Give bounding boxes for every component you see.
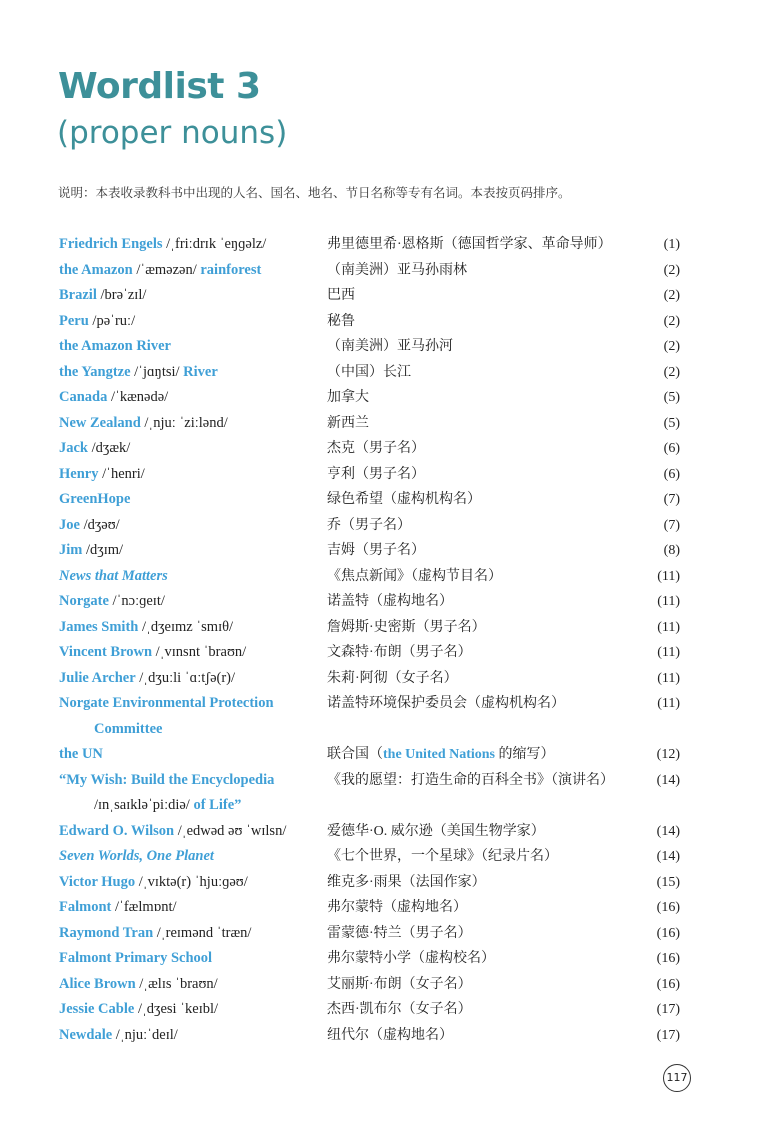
term <box>59 513 322 539</box>
wordlist-row <box>0 870 760 896</box>
phonetic: /ˌdʒeɪmz ˈsmɪθ/ <box>138 618 234 635</box>
phonetic: /dʒɪm/ <box>82 542 124 558</box>
term <box>59 436 322 462</box>
term-line <box>59 619 233 635</box>
chinese-translation <box>327 436 630 462</box>
phonetic: /ˌnjuːˈdeɪl/ <box>112 1026 178 1043</box>
translation-text: 维克多·雨果（法国作家） <box>327 874 486 890</box>
term-line <box>59 440 130 456</box>
page-reference: (14) <box>656 823 680 839</box>
page-reference: (14) <box>656 772 680 788</box>
translation-text: 杰西·凯布尔（女子名） <box>327 1002 472 1017</box>
term <box>59 360 322 386</box>
wordlist-row <box>0 309 760 335</box>
translation-text: the United Nations <box>383 747 496 762</box>
wordlist-row <box>0 564 760 590</box>
page-reference: (11) <box>657 568 680 584</box>
page-reference: (16) <box>656 976 680 992</box>
chinese-translation <box>327 513 630 539</box>
term <box>59 997 322 1023</box>
term <box>59 258 322 284</box>
term-word: Jim <box>59 542 83 558</box>
page-reference: (11) <box>657 645 680 660</box>
page-reference: (8) <box>663 543 680 558</box>
term-line <box>59 976 218 992</box>
term-word: the UN <box>59 746 103 762</box>
term-word: River <box>183 363 218 380</box>
term <box>59 666 322 692</box>
translation-text: 绿色希望（虚构机构名） <box>327 492 481 507</box>
wordlist-row <box>0 972 760 998</box>
chinese-translation <box>327 487 630 513</box>
term <box>59 1023 322 1049</box>
translation-text: 爱德华·O. 威尔逊（美国生物学家） <box>327 823 545 839</box>
translation-text: 艾丽斯·布朗（女子名） <box>327 976 472 992</box>
term-line <box>59 793 322 819</box>
phonetic: /ˌnjuː ˈziːlənd/ <box>140 414 228 431</box>
term-line <box>59 287 146 303</box>
term <box>59 691 322 742</box>
term-line <box>59 670 235 686</box>
term-word: Committee <box>94 720 163 737</box>
phonetic: /ˌvɪktə(r) ˈhjuːɡəʊ/ <box>135 873 248 890</box>
term-word: Canada <box>59 389 108 405</box>
wordlist-row <box>0 844 760 870</box>
term-line <box>59 568 168 584</box>
term-line <box>59 236 266 252</box>
term-word: Joe <box>59 516 80 533</box>
term-word: Falmont <box>59 899 112 915</box>
explanatory-note: 说明：本表收录教科书中出现的人名、国名、地名、节日名称等专有名词。本表按页码排序。 <box>58 186 571 200</box>
translation-text: 弗尔蒙特（虚构地名） <box>327 900 467 915</box>
chinese-translation <box>327 309 630 335</box>
term <box>59 462 322 488</box>
phonetic: /ˌreɪmənd ˈtræn/ <box>153 924 252 941</box>
term-word: Friedrich Engels <box>59 236 163 252</box>
phonetic: /ˌvɪnsnt ˈbraʊn/ <box>152 644 247 660</box>
chinese-translation <box>327 844 630 870</box>
chinese-translation <box>327 946 630 972</box>
translation-text: 加拿大 <box>327 390 369 405</box>
phonetic: /ˌdʒuːli ˈɑːtʃə(r)/ <box>135 669 236 686</box>
term <box>59 283 322 309</box>
chinese-translation <box>327 742 630 768</box>
translation-text: 詹姆斯·史密斯（男子名） <box>327 619 486 635</box>
term-line <box>59 491 130 507</box>
chinese-translation <box>327 334 630 360</box>
term-word: Peru <box>59 312 89 329</box>
translation-text: 雷蒙德·特兰（男子名） <box>327 925 472 941</box>
term-line <box>59 364 218 380</box>
wordlist-row <box>0 921 760 947</box>
chinese-translation <box>327 895 630 921</box>
translation-text: 新西兰 <box>327 415 369 431</box>
term-word: Henry <box>59 465 99 482</box>
term-word: Raymond Tran <box>59 924 154 941</box>
term-word: Brazil <box>59 287 97 303</box>
term-line <box>59 389 168 405</box>
term <box>59 615 322 641</box>
term-line <box>59 644 246 660</box>
term <box>59 768 322 819</box>
term <box>59 385 322 411</box>
page-reference: (6) <box>663 466 680 482</box>
term-line <box>59 1027 178 1043</box>
chinese-translation <box>327 283 630 309</box>
term-word: Falmont Primary School <box>59 950 213 966</box>
term-word: Edward O. Wilson <box>59 822 175 839</box>
chinese-translation <box>327 972 630 998</box>
translation-text: 秘鲁 <box>327 313 355 329</box>
translation-text: 巴西 <box>327 288 355 303</box>
page-reference: (2) <box>663 313 680 329</box>
wordlist-row <box>0 436 760 462</box>
page-reference: (11) <box>657 594 680 609</box>
page-reference: (17) <box>656 1027 680 1043</box>
wordlist-row <box>0 691 760 742</box>
chinese-translation <box>327 232 630 258</box>
translation-text: 弗尔蒙特小学（虚构校名） <box>327 951 495 966</box>
chinese-translation <box>327 819 630 845</box>
term-word: Victor Hugo <box>59 873 136 890</box>
wordlist-table <box>0 232 760 1048</box>
wordlist-row <box>0 258 760 284</box>
translation-text: 弗里德里希·恩格斯（德国哲学家、革命导师） <box>327 237 612 252</box>
page-reference: (2) <box>663 262 680 278</box>
phonetic: /dʒəʊ/ <box>79 516 120 533</box>
wordlist-row <box>0 1023 760 1049</box>
translation-text: 诺盖特（虚构地名） <box>327 594 453 609</box>
translation-text: 《七个世界，一个星球》（纪录片名） <box>327 849 558 864</box>
term-line <box>59 1001 218 1017</box>
term <box>59 742 322 768</box>
page-reference: (5) <box>663 390 680 405</box>
wordlist-row <box>0 895 760 921</box>
term-word: Vincent Brown <box>59 644 153 660</box>
wordlist-row <box>0 232 760 258</box>
chinese-translation <box>327 768 630 794</box>
wordlist-row <box>0 411 760 437</box>
term-line <box>59 466 145 482</box>
page-number: 117 <box>663 1064 691 1092</box>
term-word: the Amazon River <box>59 338 171 354</box>
wordlist-row <box>0 283 760 309</box>
translation-text: 朱莉·阿彻（女子名） <box>327 670 458 686</box>
term-line <box>59 717 322 743</box>
wordlist-row <box>0 462 760 488</box>
chinese-translation <box>327 640 630 666</box>
page-reference: (15) <box>656 874 680 890</box>
chinese-translation <box>327 538 630 564</box>
term-line <box>59 262 261 278</box>
term-word: the Amazon <box>59 261 133 278</box>
term-line <box>59 874 248 890</box>
translation-text: 《我的愿望：打造生命的百科全书》（演讲名） <box>327 772 614 788</box>
page-title: Wordlist 3 <box>58 66 261 107</box>
chinese-translation <box>327 462 630 488</box>
term-line <box>59 517 120 533</box>
page-reference: (11) <box>657 619 680 635</box>
page-reference: (16) <box>656 900 680 915</box>
translation-text: 诺盖特环境保护委员会（虚构机构名） <box>327 696 565 711</box>
wordlist-row <box>0 360 760 386</box>
phonetic: /ˈkænədə/ <box>107 389 169 405</box>
term <box>59 844 322 870</box>
page-reference: (11) <box>657 696 680 711</box>
term-word: News that Matters <box>59 567 168 584</box>
translation-text: 亨利（男子名） <box>327 466 425 482</box>
chinese-translation <box>327 411 630 437</box>
term-line <box>59 415 228 431</box>
phonetic: /ˈnɔːɡeɪt/ <box>108 593 165 609</box>
wordlist-row <box>0 768 760 819</box>
page-reference: (5) <box>663 415 680 431</box>
term <box>59 819 322 845</box>
term-word: Newdale <box>59 1026 113 1043</box>
translation-text: （中国）长江 <box>327 364 411 380</box>
term-word: GreenHope <box>59 491 131 507</box>
phonetic: /ɪnˌsaɪkləˈpiːdiə/ <box>94 797 194 813</box>
page-reference: (17) <box>656 1002 680 1017</box>
phonetic: /ˈfælmɒnt/ <box>111 899 177 915</box>
phonetic: /dʒæk/ <box>88 440 131 456</box>
page-reference: (7) <box>663 517 680 533</box>
term-word: Norgate Environmental Protection <box>59 695 274 711</box>
translation-text: 乔（男子名） <box>327 517 411 533</box>
term <box>59 895 322 921</box>
wordlist-row <box>0 334 760 360</box>
wordlist-row <box>0 487 760 513</box>
page-reference: (2) <box>663 339 680 354</box>
wordlist-row <box>0 819 760 845</box>
translation-text: 《焦点新闻》（虚构节目名） <box>327 568 502 584</box>
term <box>59 640 322 666</box>
term-line <box>59 695 274 711</box>
translation-text: 吉姆（男子名） <box>327 543 425 558</box>
chinese-translation <box>327 870 630 896</box>
wordlist-row <box>0 538 760 564</box>
wordlist-row <box>0 640 760 666</box>
term-word: the Yangtze <box>59 363 131 380</box>
chinese-translation <box>327 1023 630 1049</box>
term-word: James Smith <box>59 618 139 635</box>
translation-text: 的缩写） <box>495 747 555 762</box>
page-reference: (11) <box>657 670 680 686</box>
page-reference: (14) <box>656 849 680 864</box>
translation-text: （南美洲）亚马孙雨林 <box>327 262 467 278</box>
term-word: “My Wish: Build the Encyclopedia <box>59 771 275 788</box>
term-line <box>59 338 171 354</box>
term <box>59 870 322 896</box>
chinese-translation <box>327 997 630 1023</box>
phonetic: /brəˈzɪl/ <box>96 287 147 303</box>
term-line <box>59 899 177 915</box>
wordlist-row <box>0 513 760 539</box>
page-reference: (16) <box>656 951 680 966</box>
term-word: Alice Brown <box>59 975 136 992</box>
term-line <box>59 848 214 864</box>
translation-text: （南美洲）亚马孙河 <box>327 339 453 354</box>
translation-text: 纽代尔（虚构地名） <box>327 1027 453 1043</box>
term <box>59 589 322 615</box>
term-word: Jack <box>59 440 88 456</box>
term <box>59 538 322 564</box>
term <box>59 564 322 590</box>
page-reference: (2) <box>663 288 680 303</box>
term-word: Jessie Cable <box>59 1001 135 1017</box>
chinese-translation <box>327 564 630 590</box>
translation-text: 文森特·布朗（男子名） <box>327 645 472 660</box>
phonetic: /ˌælɪs ˈbraʊn/ <box>135 975 218 992</box>
page-reference: (1) <box>663 237 680 252</box>
term-line <box>59 542 123 558</box>
term <box>59 972 322 998</box>
term <box>59 232 322 258</box>
page-reference: (12) <box>656 747 680 762</box>
term <box>59 487 322 513</box>
phonetic: /ˈjɑŋtsi/ <box>130 363 184 380</box>
chinese-translation <box>327 666 630 692</box>
phonetic: /ˌfriːdrɪk ˈeŋɡəlz/ <box>162 236 267 252</box>
term-word: Seven Worlds, One Planet <box>59 848 214 864</box>
term-word: rainforest <box>200 261 262 278</box>
wordlist-row <box>0 742 760 768</box>
translation-text: 联合国（ <box>327 747 383 762</box>
chinese-translation <box>327 615 630 641</box>
page-reference: (16) <box>656 925 680 941</box>
term <box>59 946 322 972</box>
term-word: of Life” <box>193 797 242 813</box>
phonetic: /pəˈruː/ <box>88 312 136 329</box>
page-subtitle: (proper nouns) <box>57 115 288 151</box>
term-line <box>59 746 103 762</box>
wordlist-row <box>0 589 760 615</box>
phonetic: /ˌdʒesi ˈkeɪbl/ <box>134 1001 219 1017</box>
chinese-translation <box>327 385 630 411</box>
chinese-translation <box>327 589 630 615</box>
term-line <box>59 772 274 788</box>
term-line <box>59 313 135 329</box>
term <box>59 411 322 437</box>
chinese-translation <box>327 921 630 947</box>
term-word: Norgate <box>59 593 109 609</box>
chinese-translation <box>327 360 630 386</box>
page-reference: (6) <box>663 441 680 456</box>
wordlist-row <box>0 997 760 1023</box>
term <box>59 334 322 360</box>
phonetic: /ˌedwəd əʊ ˈwɪlsn/ <box>174 822 287 839</box>
wordlist-row <box>0 666 760 692</box>
wordlist-row <box>0 615 760 641</box>
page-reference: (2) <box>663 364 680 380</box>
term-line <box>59 823 286 839</box>
phonetic: /ˈhenri/ <box>98 465 145 482</box>
translation-text: 杰克（男子名） <box>327 441 425 456</box>
term-line <box>59 593 165 609</box>
term-line <box>59 950 212 966</box>
term-word: Julie Archer <box>59 669 136 686</box>
wordlist-row <box>0 946 760 972</box>
term-word: New Zealand <box>59 414 141 431</box>
wordlist-row <box>0 385 760 411</box>
term-line <box>59 925 251 941</box>
chinese-translation <box>327 691 630 717</box>
term <box>59 921 322 947</box>
chinese-translation <box>327 258 630 284</box>
term <box>59 309 322 335</box>
phonetic: /ˈæməzən/ <box>132 261 201 278</box>
page-reference: (7) <box>663 492 680 507</box>
